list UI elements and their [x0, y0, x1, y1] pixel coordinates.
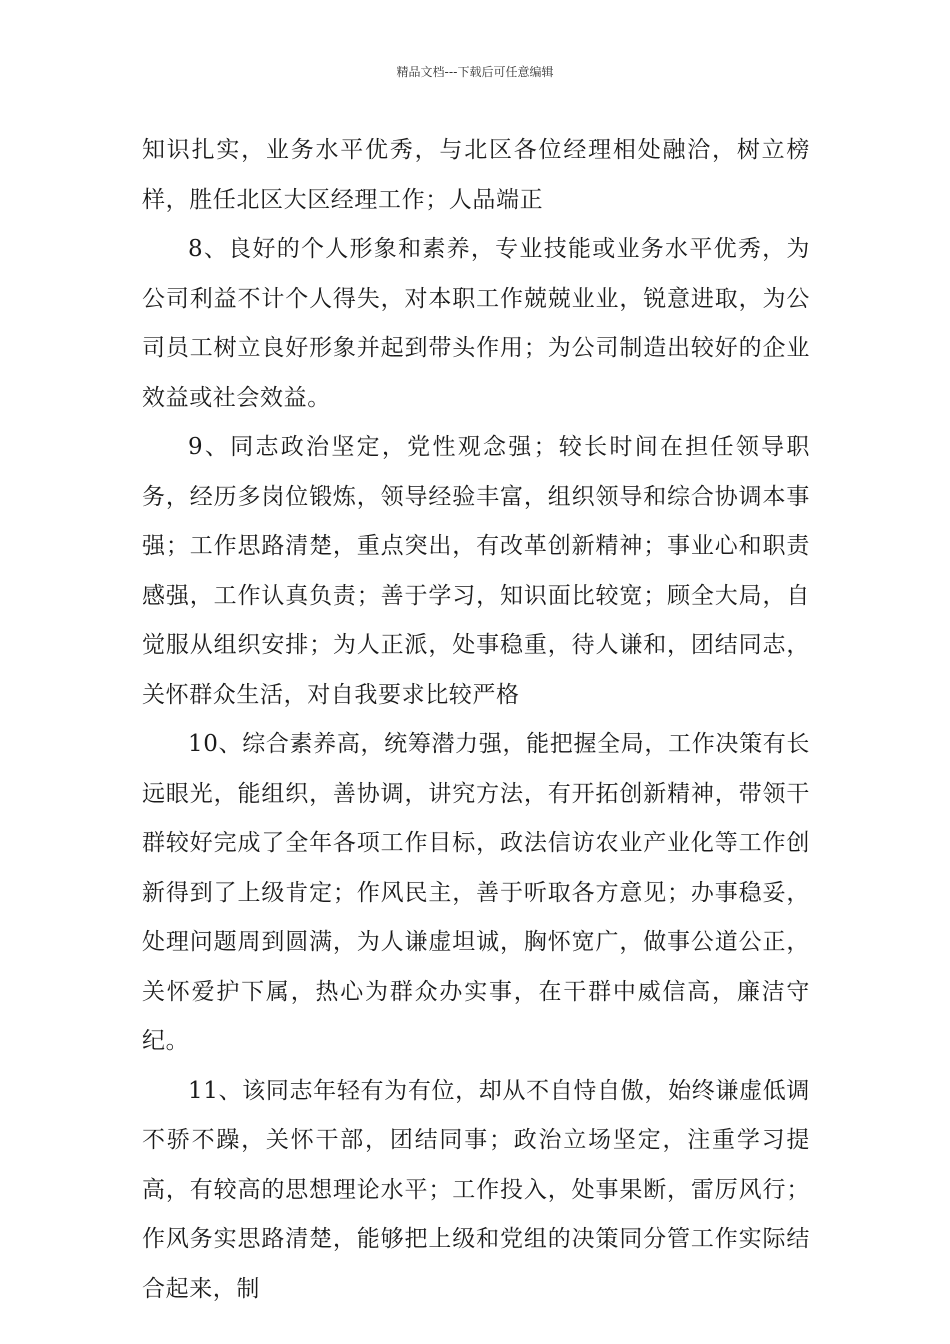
document-body [142, 126, 810, 1314]
paragraph-item-8: 8、良好的个人形象和素养，专业技能或业务水平优秀，为公司利益不计个人得失，对本职工作兢兢业业，锐意进取，为公司员工树立良好形象并起到带头作用；为公司制造出较好的企业效益或社会效益。 [142, 236, 810, 411]
page-header: 精品文档---下载后可任意编辑 [396, 65, 554, 79]
paragraph-continuation: 知识扎实，业务水平优秀，与北区各位经理相处融洽，树立榜样，胜任北区大区经理工作；人品端正 [142, 137, 810, 213]
paragraph-item-10: 10、综合素养高，统筹潜力强，能把握全局，工作决策有长远眼光，能组织，善协调，讲究方法，有开拓创新精神，带领干群较好完成了全年各项工作目标，政法信访农业产业化等工作创新得到了上级肯定；作风民主，善于听取各方意见；办事稳妥，处理问题周到圆满，为人谦虚坦诚，胸怀宽广，做事公道公正，关怀爱护下属，热心为群众办实事，在干群中威信高，廉洁守纪。 [142, 731, 810, 1054]
paragraph-item-11: 11、该同志年轻有为有位，却从不自恃自傲，始终谦虚低调不骄不躁，关怀干部，团结同事；政治立场坚定，注重学习提高，有较高的思想理论水平；工作投入，处事果断，雷厉风行；作风务实思路清楚，能够把上级和党组的决策同分管工作实际结合起来，制 [142, 1077, 810, 1302]
paragraph-item-9: 9、同志政治坚定，党性观念强；较长时间在担任领导职务，经历多岗位锻炼，领导经验丰富，组织领导和综合协调本事强；工作思路清楚，重点突出，有改革创新精神；事业心和职责感强，工作认真负责；善于学习，知识面比较宽；顾全大局，自觉服从组织安排；为人正派，处事稳重，待人谦和，团结同志，关怀群众生活，对自我要求比较严格 [142, 434, 810, 708]
